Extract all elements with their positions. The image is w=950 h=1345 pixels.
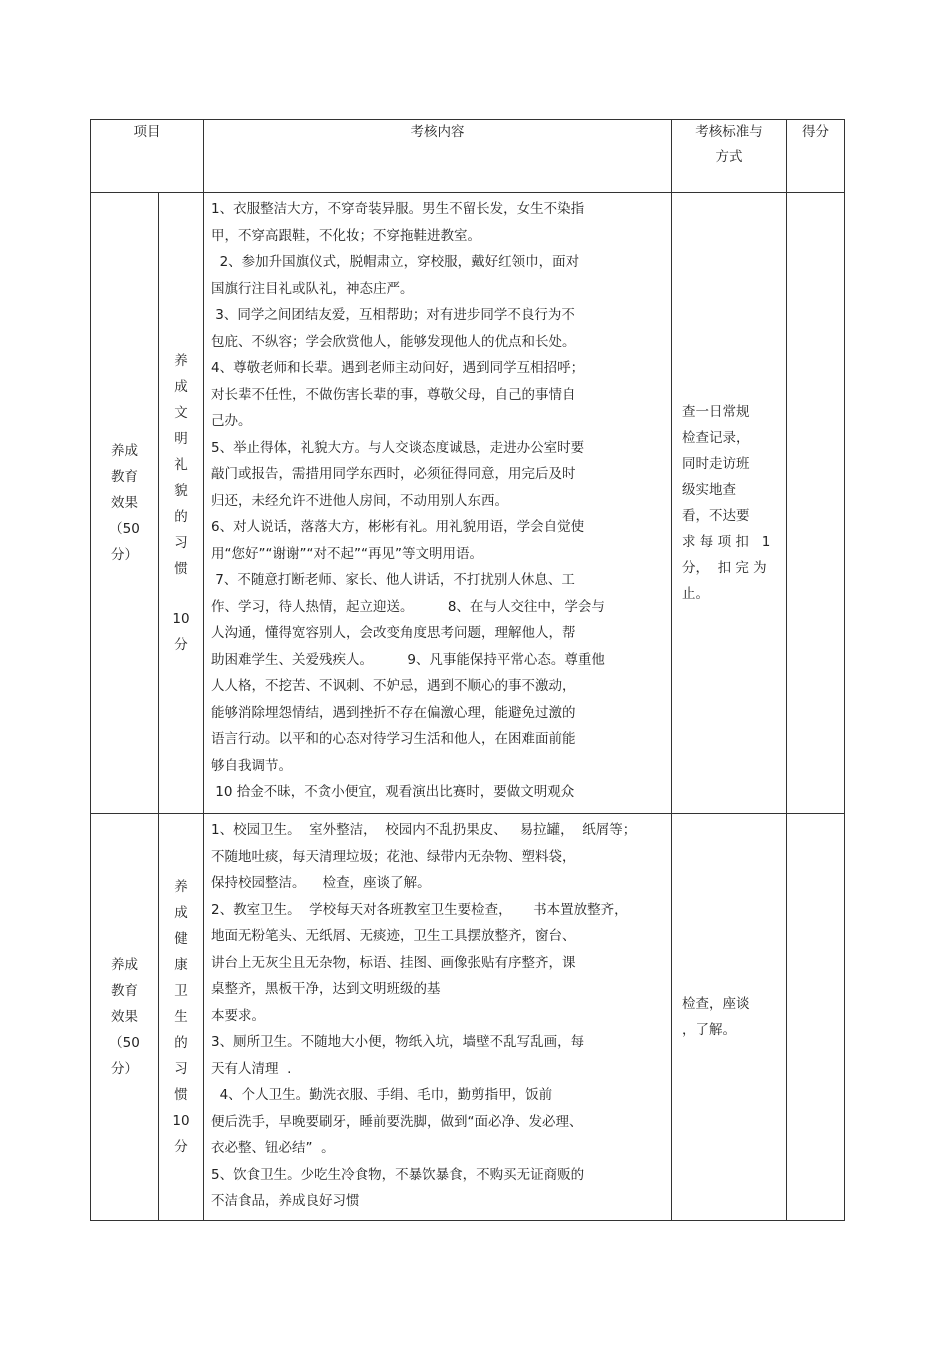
content-line: 10 拾金不昧，不贪小便宜，观看演出比赛时，要做文明观众: [211, 784, 575, 800]
content-line: 国旗行注目礼或队礼，神态庄严。: [211, 280, 414, 297]
content-line: 作、学习，待人热情，起立迎送。 8、在与人交往中，学会与: [211, 598, 605, 615]
content-line: 包庇、不纵容；学会欣赏他人，能够发现他人的优点和长处。: [211, 333, 576, 350]
score-cell: [787, 814, 845, 1221]
section-row-hygiene: [91, 814, 845, 1221]
content-line: 6、对人说话，落落大方，彬彬有礼。用礼貌用语，学会自觉使: [211, 519, 585, 535]
content-line: 7、不随意打断老师、家长、他人讲话，不打扰别人休息、工: [211, 572, 575, 588]
content-line: 1、校园卫生。 室外整洁， 校园内不乱扔果皮、 易拉罐， 纸屑等；: [211, 822, 637, 838]
content-line: 5、举止得体，礼貌大方。与人交谈态度诚恳，走进办公室时要: [211, 439, 585, 456]
header-row: [91, 120, 845, 193]
content-line: 天有人清理 .: [211, 1060, 292, 1077]
content-line: 便后洗手，早晚要刷牙，睡前要洗脚，做到“面必净、发必理、: [211, 1113, 583, 1130]
content-line: 归还，未经允许不进他人房间，不动用别人东西。: [211, 492, 508, 509]
section-row-civility: [91, 193, 845, 814]
content-line: 不随地吐痰，每天清理垃圾；花池、绿带内无杂物、塑料袋，: [211, 848, 576, 865]
content-line: 本要求。: [211, 1007, 265, 1024]
content-line: 讲台上无灰尘且无杂物，标语、挂图、画像张贴有序整齐，课: [211, 954, 576, 971]
content-line: 4、尊敬老师和长辈。遇到老师主动问好，遇到同学互相招呼；: [211, 360, 585, 376]
content-line: 人人格，不挖苦、不讽刺、不妒忌，遇到不顺心的事不激动，: [211, 678, 576, 694]
score-cell: [787, 193, 845, 814]
content-line: 2、参加升国旗仪式，脱帽肃立，穿校服，戴好红领巾，面对: [211, 254, 580, 270]
content-line: 用“您好”“谢谢”“对不起”“再见”等文明用语。: [211, 545, 483, 562]
content-line: 3、同学之间团结友爱，互相帮助；对有进步同学不良行为不: [211, 307, 575, 323]
content-line: 1、衣服整洁大方，不穿奇装异服。男生不留长发，女生不染指: [211, 201, 585, 217]
content-cell: [204, 193, 672, 814]
assessment-table: [90, 119, 845, 1221]
content-line: 不洁食品，养成良好习惯: [211, 1193, 360, 1209]
content-line: 保持校园整洁。 检查，座谈了解。: [211, 875, 431, 891]
content-line: 人沟通，懂得宽容别人，会改变角度思考问题，理解他人，帮: [211, 625, 576, 641]
content-line: 地面无粉笔头、无纸屑、无痰迹，卫生工具摆放整齐，窗台、: [211, 928, 576, 944]
content-line: 衣必整、钮必结” 。: [211, 1140, 335, 1156]
category-cell: 养成 教育 效果 （50 分）: [91, 814, 159, 1221]
content-line: 2、教室卫生。 学校每天对各班教室卫生要检查， 书本置放整齐，: [211, 901, 628, 918]
content-line: 助困难学生、关爱残疾人。 9、凡事能保持平常心态。尊重他: [211, 651, 605, 668]
content-line: 甲，不穿高跟鞋，不化妆；不穿拖鞋进教室。: [211, 227, 481, 244]
content-cell: [204, 814, 672, 1221]
header-criteria: 考核标准与 方式: [672, 120, 787, 193]
header-score: 得分: [787, 120, 845, 193]
content-line: 对长辈不任性，不做伤害长辈的事，尊敬父母，自己的事情自: [211, 386, 576, 403]
content-line: 敲门或报告，需措用同学东西时，必须征得同意，用完后及时: [211, 466, 576, 482]
criteria-cell: 检查，座谈 ，了解。: [672, 814, 787, 1221]
content-line: 己办。: [211, 413, 252, 429]
subcategory-cell: 养 成 文 明 礼 貌 的 习 惯 10 分: [159, 193, 204, 814]
content-line: 够自我调节。: [211, 757, 292, 774]
content-line: 3、厕所卫生。不随地大小便，物纸入坑，墙壁不乱写乱画，每: [211, 1034, 585, 1050]
content-line: 语言行动。以平和的心态对待学习生活和他人，在困难面前能: [211, 731, 576, 747]
category-cell: 养成 教育 效果 （50 分）: [91, 193, 159, 814]
content-line: 能够消除埋怨情结，遇到挫折不存在偏激心理，能避免过激的: [211, 704, 576, 721]
content-line: 桌整齐，黑板干净，达到文明班级的基: [211, 981, 441, 997]
header-content: 考核内容: [204, 120, 672, 193]
content-line: 4、个人卫生。勤洗衣服、手绢、毛巾，勤剪指甲，饭前: [211, 1087, 553, 1103]
content-line: 5、饮食卫生。少吃生冷食物，不暴饮暴食，不购买无证商贩的: [211, 1166, 585, 1183]
criteria-cell: 查一日常规 检查记录， 同时走访班 级实地查 看，不达要 求 每 项 扣 1 分， 扣 完 为 止。: [672, 193, 787, 814]
subcategory-cell: 养 成 健 康 卫 生 的 习 惯 10 分: [159, 814, 204, 1221]
header-project: 项目: [91, 120, 204, 193]
